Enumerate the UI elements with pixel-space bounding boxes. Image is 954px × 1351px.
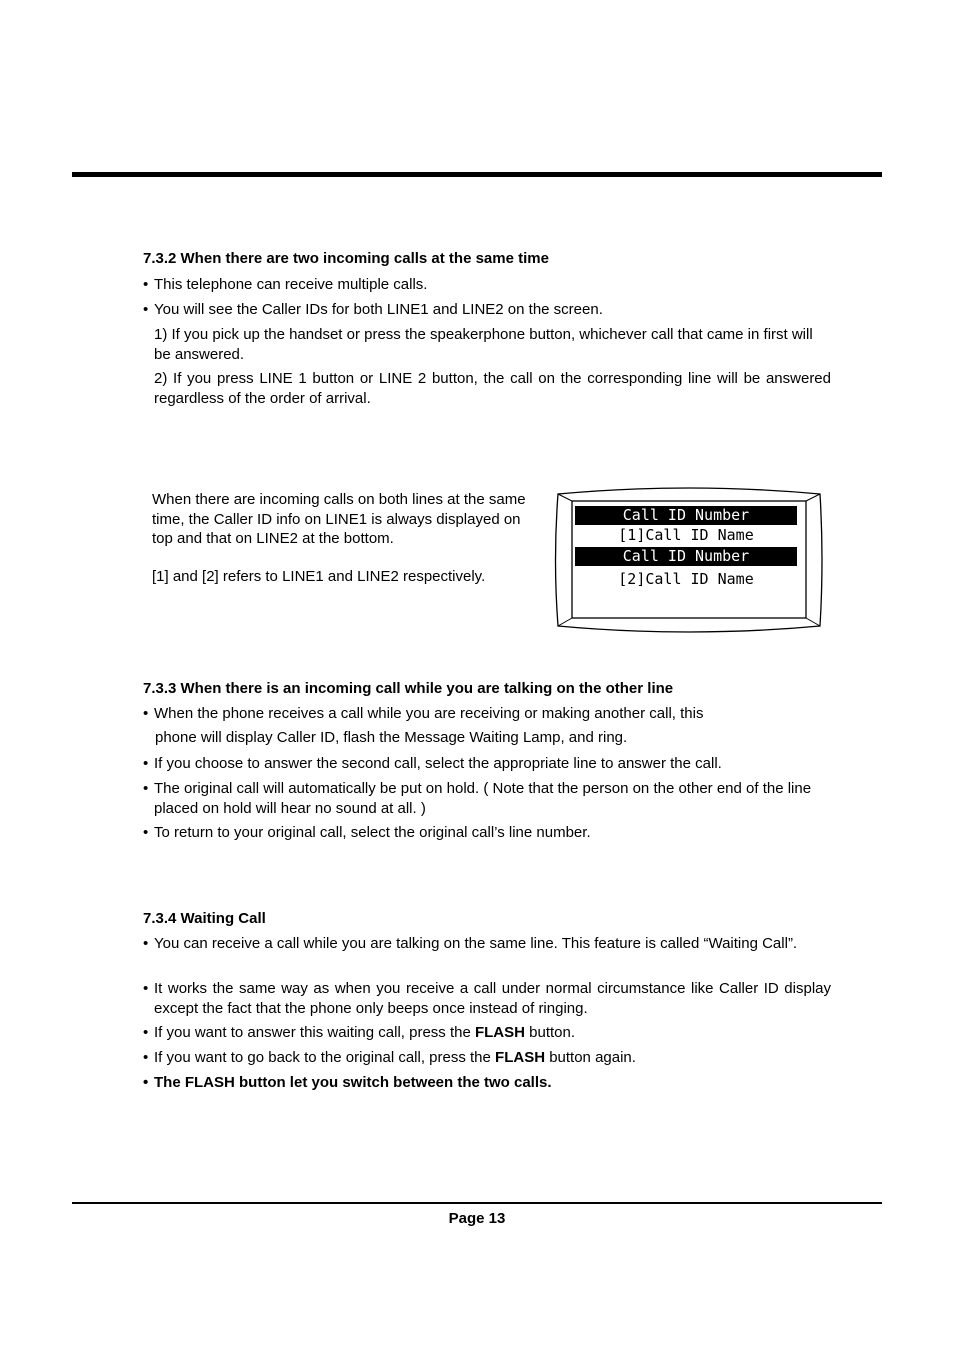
bullet-continuation: phone will display Caller ID, flash the Message Waiting Lamp, and ring. (155, 729, 628, 746)
bullet-dot: • (143, 301, 149, 318)
bullet-text-post: button again. (545, 1049, 636, 1066)
bullet-dot: • (143, 824, 149, 841)
bullet-item (143, 300, 831, 320)
numbered-item-2: 2) If you press LINE 1 button or LINE 2 button, the call on the corresponding line will be answered regardless of the order of arrival. (154, 370, 831, 407)
bullet-item (143, 1048, 831, 1068)
lcd-row-2-name: [2]Call ID Name (618, 570, 754, 588)
lcd-row-2-number: Call ID Number (575, 547, 797, 566)
bullet-text: The FLASH button let you switch between the two calls. (154, 1074, 552, 1091)
bullet-text-post: button. (524, 1024, 576, 1041)
bullet-text: This telephone can receive multiple calls. (154, 276, 428, 293)
bullet-text: If you choose to answer the second call, select the appropriate line to answer the call. (154, 755, 722, 772)
bullet-item (143, 823, 831, 843)
section-heading-7-3-3: 7.3.3 When there is an incoming call while you are talking on the other line (143, 680, 674, 697)
bullet-text: You can receive a call while you are talking on the same line. This feature is called “Waiting Call”. (154, 935, 798, 952)
bullet-text-pre: If you want to answer this waiting call, press the (154, 1024, 475, 1041)
header-rule (72, 172, 882, 177)
bullet-item (143, 1023, 831, 1043)
lcd-row-1-number: Call ID Number (575, 506, 797, 525)
bullet-text (143, 1048, 831, 1068)
bullet-dot: • (143, 276, 149, 293)
bullet-text: It works the same way as when you receive a call under normal circumstance like Caller ID display except the fact that the phone only beeps once instead of ringing. (154, 980, 831, 1017)
bullet-dot: • (143, 780, 149, 797)
bullet-text-pre: If you want to go back to the original call, press the (154, 1049, 496, 1066)
footer-rule (72, 1202, 882, 1204)
note-paragraph: When there are incoming calls on both lines at the same time, the Caller ID info on LINE1 is always displayed on top and that on LINE2 at the bottom. (152, 491, 526, 547)
bullet-dot: • (143, 755, 149, 772)
bullet-item (143, 934, 831, 954)
bullet-item (143, 275, 831, 295)
bullet-text (143, 1023, 831, 1043)
bullet-text: To return to your original call, select the original call’s line number. (154, 824, 591, 841)
note-paragraph-line-ref: [1] and [2] refers to LINE1 and LINE2 respectively. (152, 568, 486, 585)
bullet-item (143, 779, 831, 818)
bullet-item (143, 979, 831, 1018)
bullet-dot: • (143, 705, 149, 722)
bullet-text: The original call will automatically be put on hold. ( Note that the person on the other end of the line placed on hold will hear no sound at all. ) (154, 780, 812, 817)
bullet-dot: • (143, 1074, 149, 1091)
lcd-row-1-name: [1]Call ID Name (618, 526, 754, 544)
flash-keyword: FLASH (495, 1049, 546, 1066)
page-number: Page 13 (448, 1210, 506, 1227)
bullet-item (143, 754, 831, 774)
bullet-dot: • (143, 980, 149, 997)
flash-keyword: FLASH (474, 1024, 525, 1041)
bullet-item-emphasis (143, 1073, 831, 1093)
bullet-item (143, 704, 831, 724)
bullet-dot: • (143, 1049, 149, 1066)
bullet-text: When the phone receives a call while you are receiving or making another call, this (154, 705, 704, 722)
section-heading-7-3-4: 7.3.4 Waiting Call (143, 910, 266, 927)
bullet-text: You will see the Caller IDs for both LINE1 and LINE2 on the screen. (154, 301, 603, 318)
bullet-dot: • (143, 1024, 149, 1041)
bullet-dot: • (143, 935, 149, 952)
section-heading-7-3-2: 7.3.2 When there are two incoming calls at the same time (143, 250, 549, 267)
numbered-item-1: 1) If you pick up the handset or press the speakerphone button, whichever call that came in first will be answered. (154, 326, 813, 363)
